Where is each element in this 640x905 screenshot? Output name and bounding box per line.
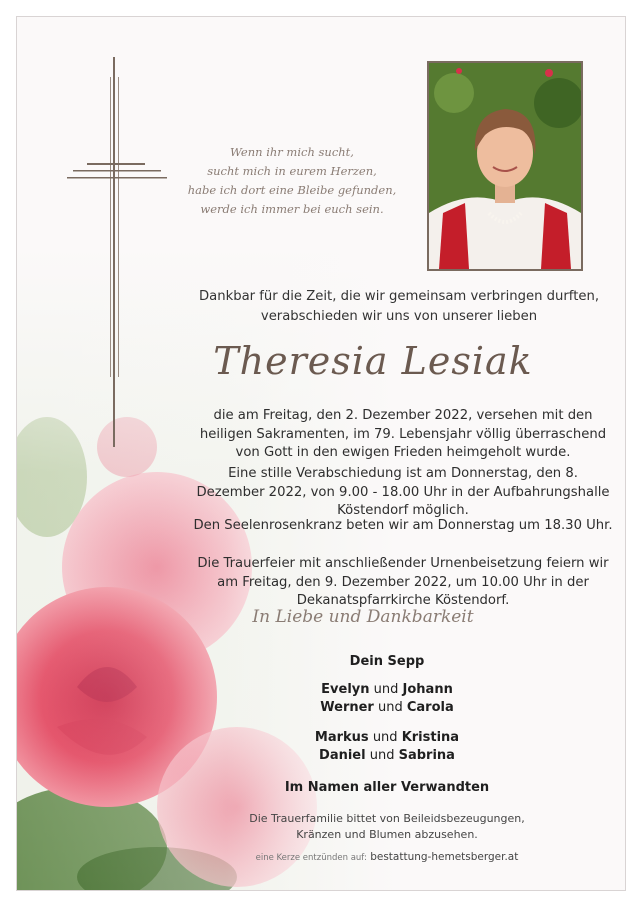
signature-name: Werner xyxy=(320,700,374,715)
intro-line-2: verabschieden wir uns von unserer lieben xyxy=(260,309,538,324)
signature-name: Carola xyxy=(406,700,454,715)
signature-name: Daniel xyxy=(319,748,366,763)
signature-name: Johann xyxy=(402,682,453,697)
intro-text xyxy=(193,287,605,327)
signature-conjunction: und xyxy=(369,748,395,763)
signature-children xyxy=(277,681,497,717)
signature-name: Im Namen aller Verwandten xyxy=(284,780,490,795)
passing-paragraph: die am Freitag, den 2. Dezember 2022, versehen mit den heiligen Sakramenten, im 79. Lebensjahr völlig überraschend von Gott in den ewigen Frieden heimgeholt wurde. xyxy=(199,408,607,460)
signature-spouse xyxy=(277,653,497,671)
quote-line-4: werde ich immer bei euch sein. xyxy=(200,202,384,216)
funeral-paragraph: Die Trauerfeier mit anschließender Urnenbeisetzung feiern wir am Freitag, den 9. Dezember 2022, um 10.00 Uhr in der Dekanatspfarrkirche Köstendorf. xyxy=(197,556,609,608)
signature-name: Kristina xyxy=(401,730,460,745)
note-line-1: Die Trauerfamilie bittet von Beileidsbezeugungen, xyxy=(249,812,525,825)
obituary-card xyxy=(16,16,626,891)
signature-conjunction: und xyxy=(373,682,399,697)
quote-line-3: habe ich dort eine Bleibe gefunden, xyxy=(187,183,397,197)
farewell-paragraph: Eine stille Verabschiedung ist am Donnerstag, den 8. Dezember 2022, von 9.00 - 18.00 Uhr in der Aufbahrungshalle Köstendorf möglich. xyxy=(196,466,610,518)
signature-name: Markus xyxy=(314,730,369,745)
rosary-paragraph: Den Seelenrosenkranz beten wir am Donnerstag um 18.30 Uhr. xyxy=(193,518,613,533)
signature-conjunction: und xyxy=(372,730,398,745)
cross-icon xyxy=(67,57,167,447)
signature-name: Dein Sepp xyxy=(349,654,425,669)
signature-name: Sabrina xyxy=(398,748,455,763)
signature-conjunction: und xyxy=(377,700,403,715)
quote-line-2: sucht mich in eurem Herzen, xyxy=(207,164,377,178)
note-line-2: Kränzen und Blumen abzusehen. xyxy=(296,828,478,841)
condolence-note xyxy=(217,811,557,843)
portrait-photo xyxy=(427,61,583,271)
signature-relatives xyxy=(277,779,497,797)
footer-prefix: eine Kerze entzünden auf: xyxy=(255,853,367,863)
quote-line-1: Wenn ihr mich sucht, xyxy=(230,145,354,159)
closing-phrase: In Liebe und Dankbarkeit xyxy=(252,607,474,627)
deceased-name: Theresia Lesiak xyxy=(213,339,533,383)
funeral-home-link[interactable]: bestattung-hemetsberger.at xyxy=(370,851,519,863)
memorial-quote xyxy=(177,143,407,219)
signature-name: Evelyn xyxy=(321,682,370,697)
intro-line-1: Dankbar für die Zeit, die wir gemeinsam verbringen durften, xyxy=(198,289,600,304)
footer xyxy=(217,851,557,863)
signature-grandchildren xyxy=(277,729,497,765)
